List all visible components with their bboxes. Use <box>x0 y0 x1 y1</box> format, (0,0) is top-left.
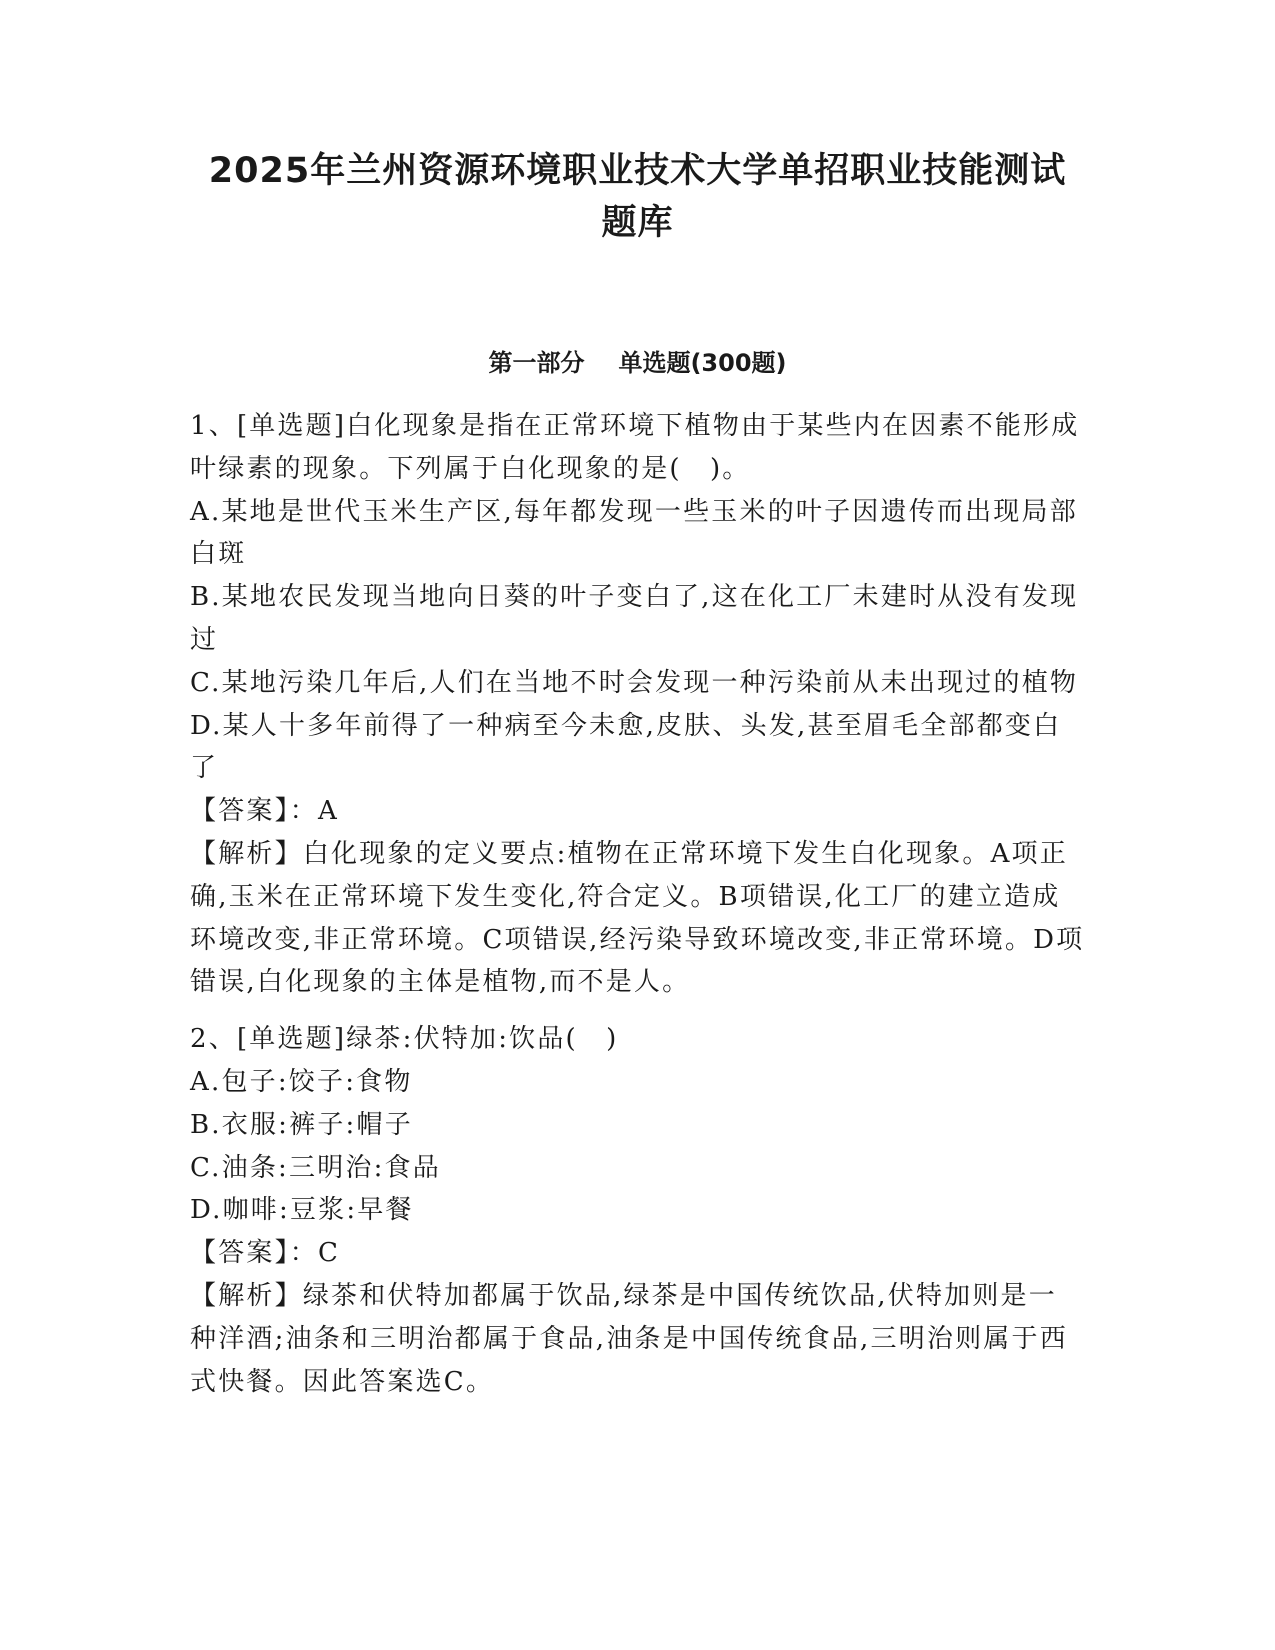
analysis-line <box>190 833 1085 1004</box>
question-stem: 2、[单选题]绿茶:伏特加:饮品( ) <box>190 1024 619 1055</box>
option-b: B.衣服:裤子:帽子 <box>190 1109 413 1140</box>
section-heading <box>190 346 1085 380</box>
answer-line <box>190 1232 1085 1275</box>
option-a: A.某地是世代玉米生产区,每年都发现一些玉米的叶子因遗传而出现局部白斑 <box>190 496 1078 570</box>
answer-label: 【答案】： <box>190 796 319 827</box>
option-b: B.某地农民发现当地向日葵的叶子变白了,这在化工厂未建时从没有发现过 <box>190 582 1079 655</box>
question-2 <box>190 1018 1085 1403</box>
answer-label: 【答案】： <box>190 1238 319 1269</box>
question-stem: 1、[单选题]白化现象是指在正常环境下植物由于某些内在因素不能形成叶绿素的现象。下列属于白化现象的是( )。 <box>190 411 1080 484</box>
analysis-text: 白化现象的定义要点:植物在正常环境下发生白化现象。A项正确,玉米在正常环境下发生变化,符合定义。B项错误,化工厂的建立造成环境改变,非正常环境。C项错误,经污染导致环境改变,非正常环境。D项错误,白化现象的主体是植物,而不是人。 <box>190 838 1085 998</box>
question-list <box>190 405 1085 1403</box>
answer-line <box>190 790 1085 833</box>
question-1 <box>190 405 1085 1004</box>
analysis-text: 绿茶和伏特加都属于饮品,绿茶是中国传统饮品,伏特加则是一种洋酒;油条和三明治都属于食品,油条是中国传统食品,三明治则属于西式快餐。因此答案选C。 <box>190 1280 1068 1397</box>
analysis-line <box>190 1275 1085 1403</box>
option-d: D.某人十多年前得了一种病至今未愈,皮肤、头发,甚至眉毛全部都变白了 <box>190 710 1062 784</box>
document-title-line-1: 2025年兰州资源环境职业技术大学单招职业技能测试 <box>208 151 1067 191</box>
analysis-label: 【解析】 <box>190 838 303 869</box>
section-name: 单选题(300题) <box>618 349 787 377</box>
option-a: A.包子:饺子:食物 <box>190 1066 413 1097</box>
document-title <box>190 145 1085 249</box>
section-part: 第一部分 <box>488 349 585 377</box>
option-c: C.油条:三明治:食品 <box>190 1152 441 1183</box>
answer-value: C <box>318 1238 341 1269</box>
document-title-line-2: 题库 <box>601 203 674 243</box>
answer-value: A <box>318 796 339 827</box>
option-d: D.咖啡:豆浆:早餐 <box>190 1195 414 1226</box>
option-c: C.某地污染几年后,人们在当地不时会发现一种污染前从未出现过的植物 <box>190 667 1079 698</box>
analysis-label: 【解析】 <box>190 1280 303 1311</box>
